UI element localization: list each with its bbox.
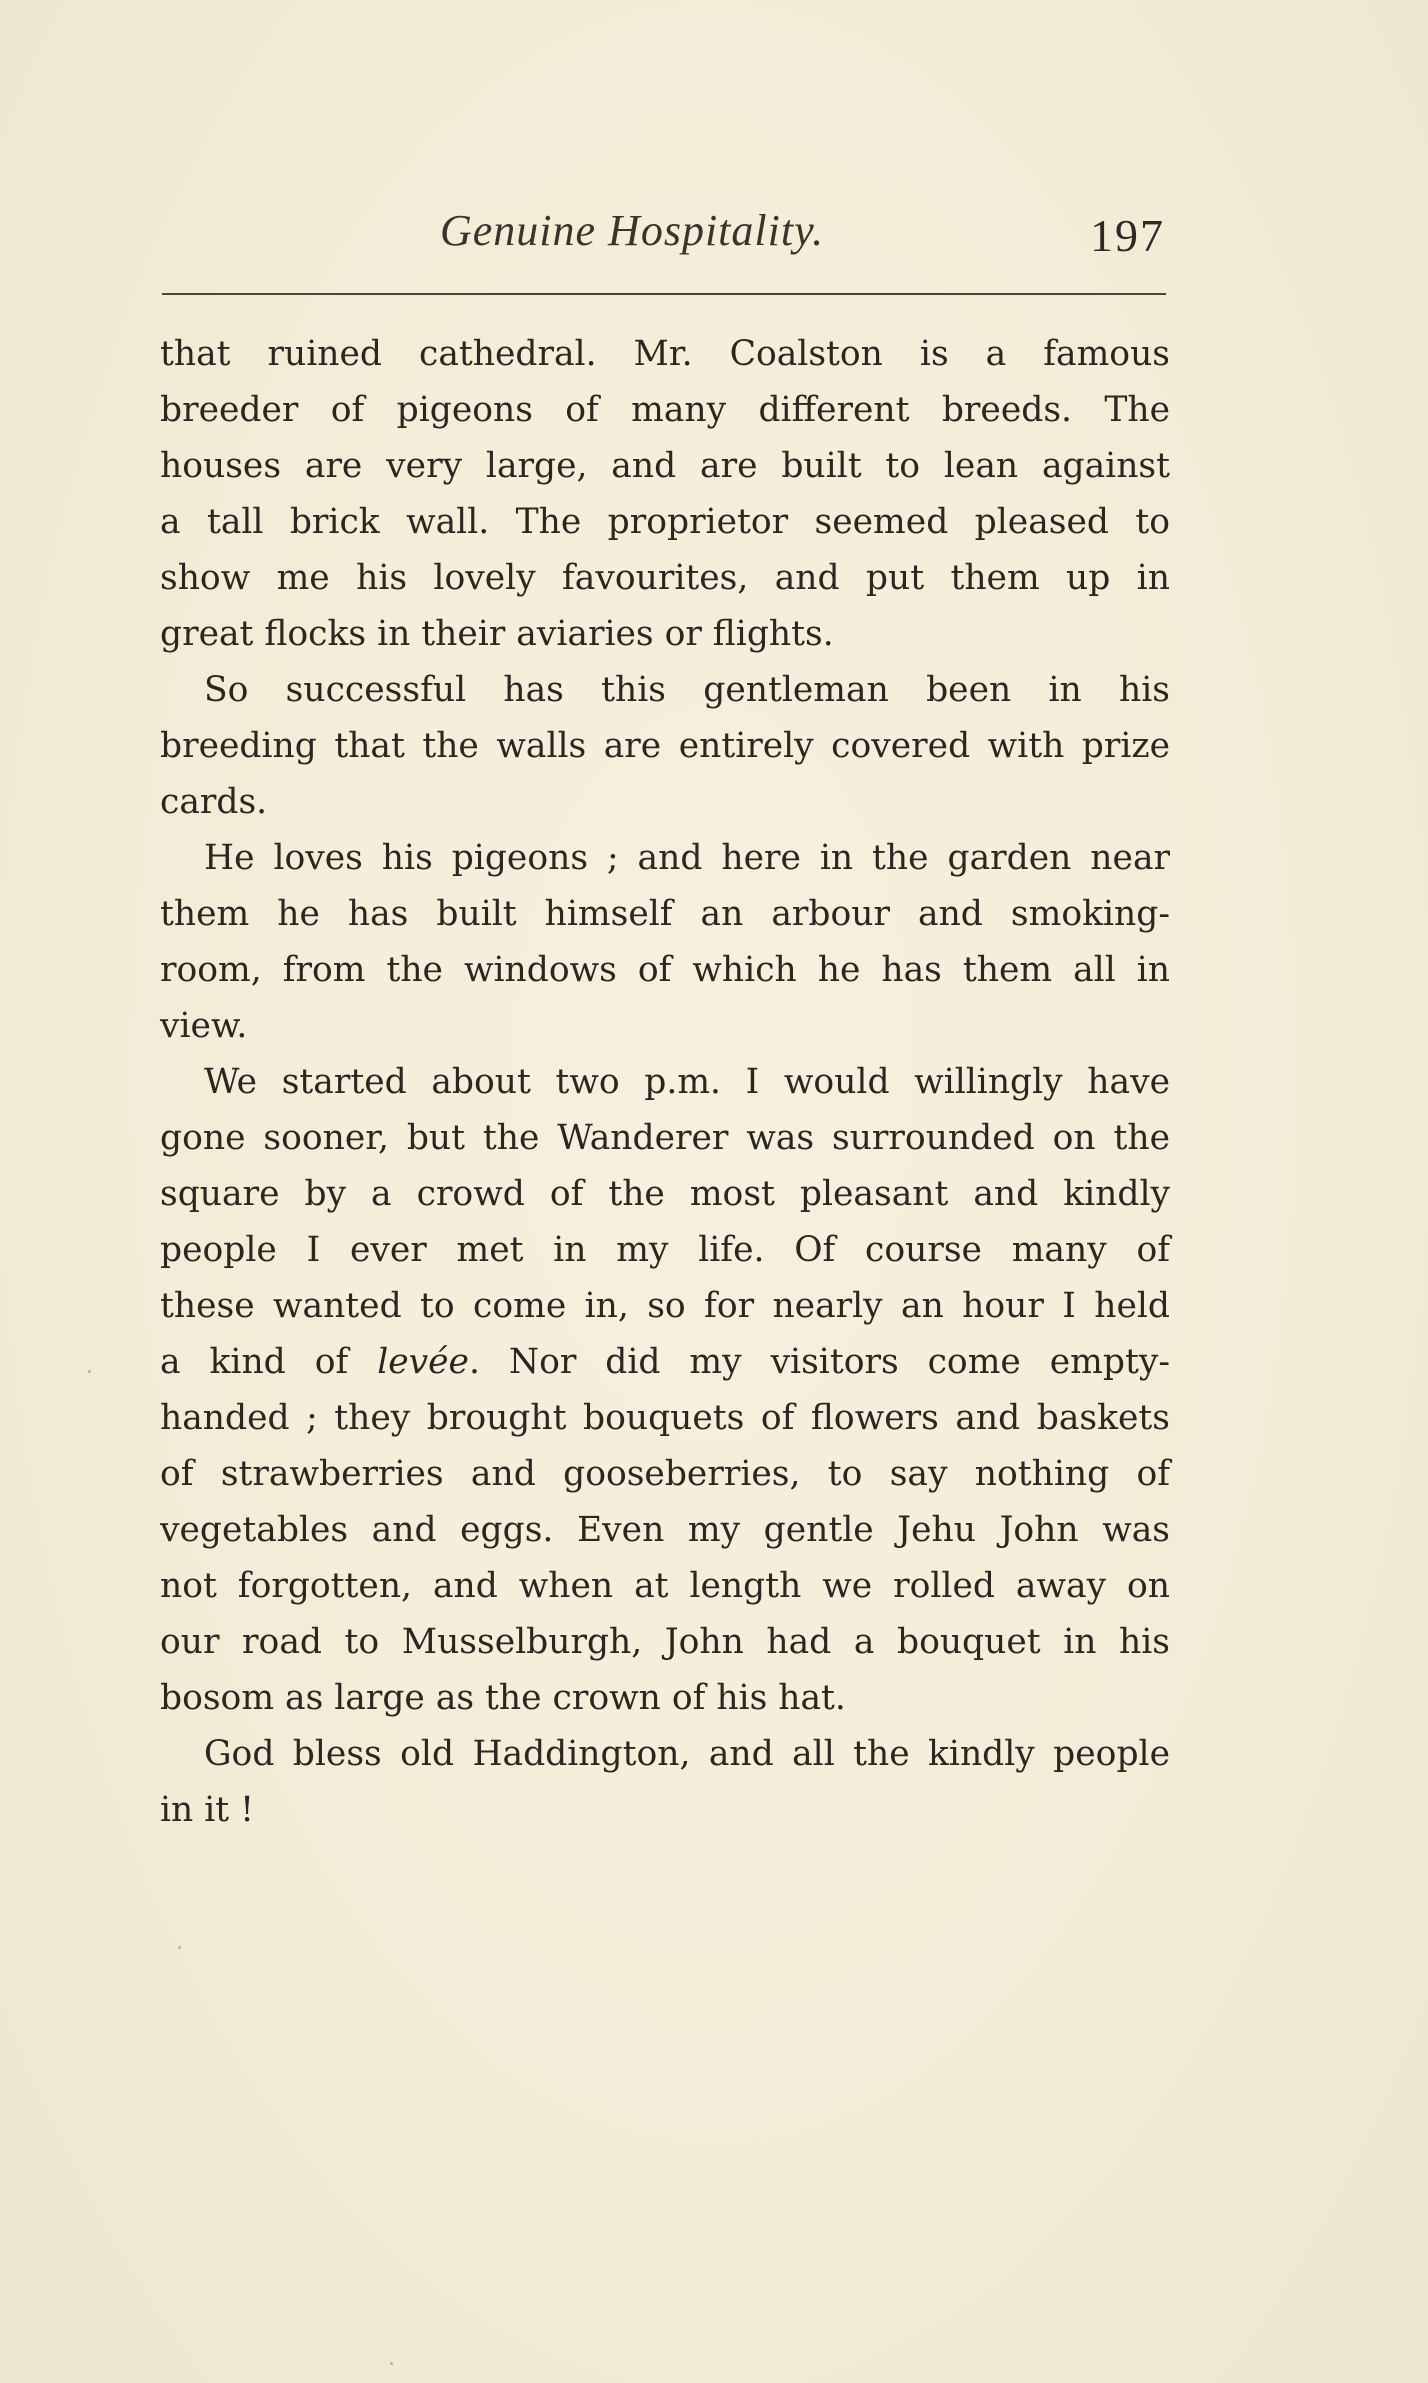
header-rule [162, 293, 1166, 295]
text-line: cards. [160, 782, 268, 822]
text-line: our road to Musselburgh, John had a bouquet in his [160, 1622, 1170, 1662]
text-line: vegetables and eggs. Even my gentle Jehu John was [160, 1510, 1170, 1550]
page-number: 197 [1090, 210, 1165, 261]
paper-speck [88, 1370, 91, 1373]
text-line: that ruined cathedral. Mr. Coalston is a famous [160, 334, 1170, 374]
text-line: these wanted to come in, so for nearly an hour I held [160, 1286, 1170, 1326]
text-line: show me his lovely favourites, and put them up in [160, 558, 1170, 598]
text-line: houses are very large, and are built to lean against [160, 446, 1170, 486]
text-line: in it ! [160, 1790, 254, 1830]
text-line: great flocks in their aviaries or flights. [160, 614, 834, 654]
text-line: God bless old Haddington, and all the kindly people [204, 1734, 1170, 1774]
text-line: not forgotten, and when at length we rolled away on [160, 1566, 1170, 1606]
text-line: handed ; they brought bouquets of flowers and baskets [160, 1398, 1170, 1438]
text-line: He loves his pigeons ; and here in the garden near [204, 838, 1170, 878]
running-head [160, 205, 1165, 275]
paper-speck [178, 1946, 181, 1949]
text-line: them he has built himself an arbour and smoking- [160, 894, 1170, 934]
running-title: Genuine Hospitality. [440, 206, 825, 255]
text-line: gone sooner, but the Wanderer was surrounded on the [160, 1118, 1170, 1158]
text-line: a tall brick wall. The proprietor seemed pleased to [160, 502, 1170, 542]
text-line: room, from the windows of which he has them all in [160, 950, 1170, 990]
text-line: So successful has this gentleman been in his [204, 670, 1170, 710]
text-line: breeder of pigeons of many different breeds. The [160, 390, 1170, 430]
body-text [160, 326, 1170, 1838]
text-line: square by a crowd of the most pleasant and kindly [160, 1174, 1170, 1214]
text-line: people I ever met in my life. Of course many of [160, 1230, 1170, 1270]
text-line: bosom as large as the crown of his hat. [160, 1678, 846, 1718]
italic-word: levée [377, 1342, 469, 1382]
text-line: of strawberries and gooseberries, to say nothing of [160, 1454, 1170, 1494]
paper-speck [390, 2362, 393, 2365]
text-line: view. [160, 1006, 248, 1046]
text-line: a kind of levée. Nor did my visitors come empty- [160, 1342, 1170, 1382]
text-line: breeding that the walls are entirely covered with prize [160, 726, 1170, 766]
text-line: We started about two p.m. I would willingly have [204, 1062, 1170, 1102]
